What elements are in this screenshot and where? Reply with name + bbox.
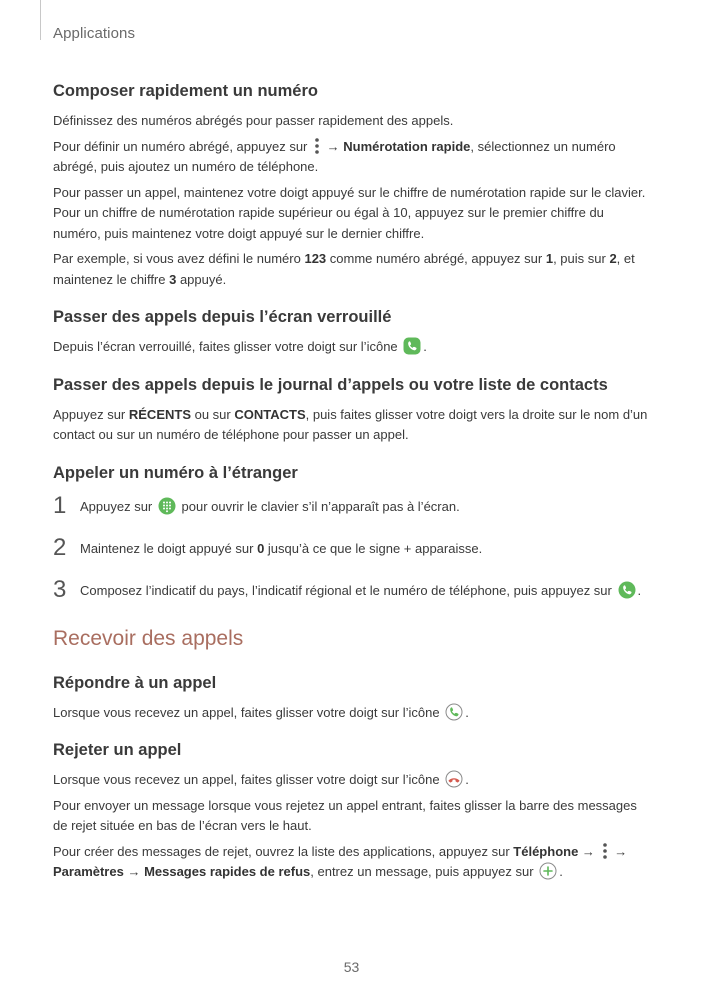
step-item: 1 Appuyez sur pour ouvrir le clavier s’il n’apparaît pas à l’écran. [53, 491, 460, 519]
step-number: 3 [53, 575, 67, 603]
page-number: 53 [343, 959, 360, 975]
paragraph: Lorsque vous recevez un appel, faites glisser votre doigt sur l’icône . [53, 772, 469, 787]
section-title-receiving: Recevoir des appels [53, 626, 244, 650]
paragraph: Pour passer un appel, maintenez votre doigt appuyé sur le chiffre de numérotation rapide sur le clavier. Pour un chiffre de numérotation rapide supérieur ou égal à 10, appuyez sur le premier chiffre du numéro, puis maintenez votre doigt appuyé sur le dernier chiffre. [53, 184, 646, 241]
more-options-icon [601, 842, 609, 860]
step-number: 2 [53, 533, 67, 561]
heading-call-logs: Passer des appels depuis le journal d’appels ou votre liste de contacts [53, 375, 608, 394]
step-item: 2 Maintenez le doigt appuyé sur 0 jusqu’à ce que le signe + apparaisse. [53, 533, 483, 561]
header-rule [40, 0, 41, 40]
bold-term: Numérotation rapide [343, 138, 471, 154]
paragraph: Définissez des numéros abrégés pour passer rapidement des appels. [53, 113, 454, 128]
heading-speed-dial: Composer rapidement un numéro [53, 82, 318, 100]
answer-call-icon [445, 703, 463, 721]
add-icon [539, 862, 557, 880]
keypad-icon [158, 497, 176, 515]
more-options-icon [313, 137, 321, 155]
reject-call-icon [445, 770, 463, 788]
paragraph: Depuis l’écran verrouillé, faites glisser votre doigt sur l’icône . [53, 339, 427, 354]
heading-lock-screen: Passer des appels depuis l’écran verrouillé [53, 308, 392, 326]
paragraph: Lorsque vous recevez un appel, faites glisser votre doigt sur l’icône . [53, 704, 469, 720]
page-content [53, 80, 653, 888]
step-item: 3 Composez l’indicatif du pays, l’indicatif régional et le numéro de téléphone, puis appuyez sur . [53, 575, 642, 603]
heading-answer: Répondre à un appel [53, 673, 217, 692]
paragraph: Pour envoyer un message lorsque vous rejetez un appel entrant, faites glisser la barre des messages de rejet située en bas de l’écran vers le haut. [53, 797, 637, 833]
phone-call-icon [403, 337, 421, 355]
running-header: Applications [53, 25, 136, 42]
step-number: 1 [53, 491, 67, 519]
paragraph: Pour créer des messages de rejet, ouvrez la liste des applications, appuyez sur Téléphone → → Paramètres → Messages rapides de refus, entrez un message, puis appuyez sur . [53, 843, 628, 879]
heading-international: Appeler un numéro à l’étranger [53, 463, 298, 482]
paragraph: Appuyez sur RÉCENTS ou sur CONTACTS, puis faites glisser votre doigt vers la droite sur le nom d’un contact ou sur un numéro de téléphone pour passer un appel. [53, 406, 648, 442]
paragraph: Pour définir un numéro abrégé, appuyez sur → Numérotation rapide, sélectionnez un numéro abrégé, puis ajoutez un numéro de téléphone. [53, 138, 616, 174]
heading-reject: Rejeter un appel [53, 741, 182, 759]
paragraph: Par exemple, si vous avez défini le numéro 123 comme numéro abrégé, appuyez sur 1, puis sur 2, et maintenez le chiffre 3 appuyé. [53, 251, 635, 287]
call-button-icon [618, 581, 636, 599]
steps-list [53, 491, 653, 603]
